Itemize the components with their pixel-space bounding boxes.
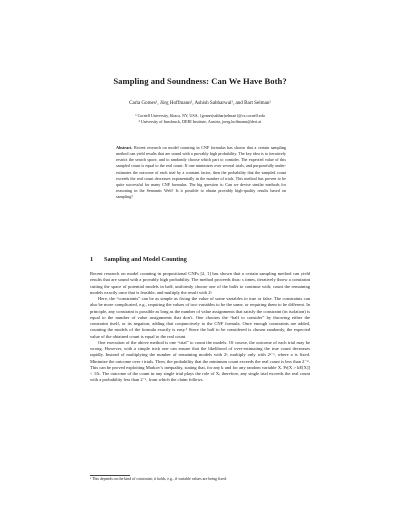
affiliation-2: ² University of Innsbruck, DERI Institute, Austria, joerg.hoffmann@deri.at xyxy=(138,119,262,124)
affiliation-1: ¹ Cornell University, Ithaca, NY, USA, {gomes|sabhar|selman}@cs.cornell.edu xyxy=(135,113,265,118)
paper-title: Sampling and Soundness: Can We Have Both? xyxy=(113,76,287,86)
paragraph-1: Recent research on model counting in propositional CNFs [2, 1] has shown that a certain sampling method can yield results that are sound with a provably high probability. The method proceeds thus: s times, iteratively throw a constraint cutting the space of potential models in half; uniformly choose one of the halfs to continue with; count the remaining models exactly once that is feasible, and multiply the result with 2ˢ. xyxy=(90,271,310,295)
paragraph-3: One execution of the above method is one “trial” to count the models. Of course, the outcome of each trial may be wrong. However, with a simple trick one can ensure that the likelihood of over-estimating the true count decreases rapidly. Instead of multiplying the number of remaining models with 2ˢ, multiply only with 2ˢ⁻ᵃ, where a is fixed. Minimize the outcome over t trials. Then, the probability that the minimum count exceeds the real count is less than 2⁻ᵃᵗ. This can be proved exploiting Markov’s inequality, stating that, for any k and for any random variable X, Pr[X > kE[X]] < 1/k. The outcome of the count in any single trial plays the role of X; therefore, any single trial exceeds the real count with a probability less than 2⁻ᵃ, from which the claim follows. xyxy=(90,339,310,383)
footnote-rule xyxy=(90,475,130,476)
abstract xyxy=(116,145,286,200)
abstract-label: Abstract. xyxy=(116,145,133,150)
section-number: 1 xyxy=(90,256,94,263)
footnote: ¹ This depends on the kind of constraint; it holds, e.g., if variable values are being fixed. xyxy=(90,477,227,481)
author-list: Carla Gomes¹, Jörg Hoffmann², Ashish Sabharwal¹, and Bart Selman¹ xyxy=(129,100,271,106)
abstract-text: Recent research on model counting in CNF formulas has shown that a certain sampling method can yield results that are sound with a provably high probability. The key idea is to iteratively restrict the search space, and to randomly choose which part to consider. The expected value of this sampled count is equal to the real count. If one minimizes over several trials, and purposefully under-estimates the outcome of each trial by a constant factor, then the probability that the sampled count exceeds the real count decreases exponentially in the number of trials. This method has proven to be quite successful for many CNF formulas. The big question is: Can we devise similar methods for reasoning in the Semantic Web? Is it possible to obtain provably high-quality results based on sampling? xyxy=(116,145,286,200)
section-title: Sampling and Model Counting xyxy=(104,256,187,263)
section-heading xyxy=(90,256,187,263)
section-body xyxy=(90,271,310,384)
paragraph-2: Here, the “constraints” can be as simple as fixing the value of some variables to true or false. The constraints can also be more complicated, e.g., requiring the values of two variables to be the same, or requiring them to be different. In principle, any constraint is possible as long as the number of value assignments that satisfy the constraint (in isolation) is equal to the number of value assignments that don’t. One chooses the “half to consider” by throwing either the constraint itself, or its negation, adding that conjunctively to the CNF formula. Once enough constraints are added, counting the models of the formula exactly is easy.¹ Since the half to be considered is chosen randomly, the expected value of the obtained count is equal to the real count. xyxy=(90,296,310,339)
